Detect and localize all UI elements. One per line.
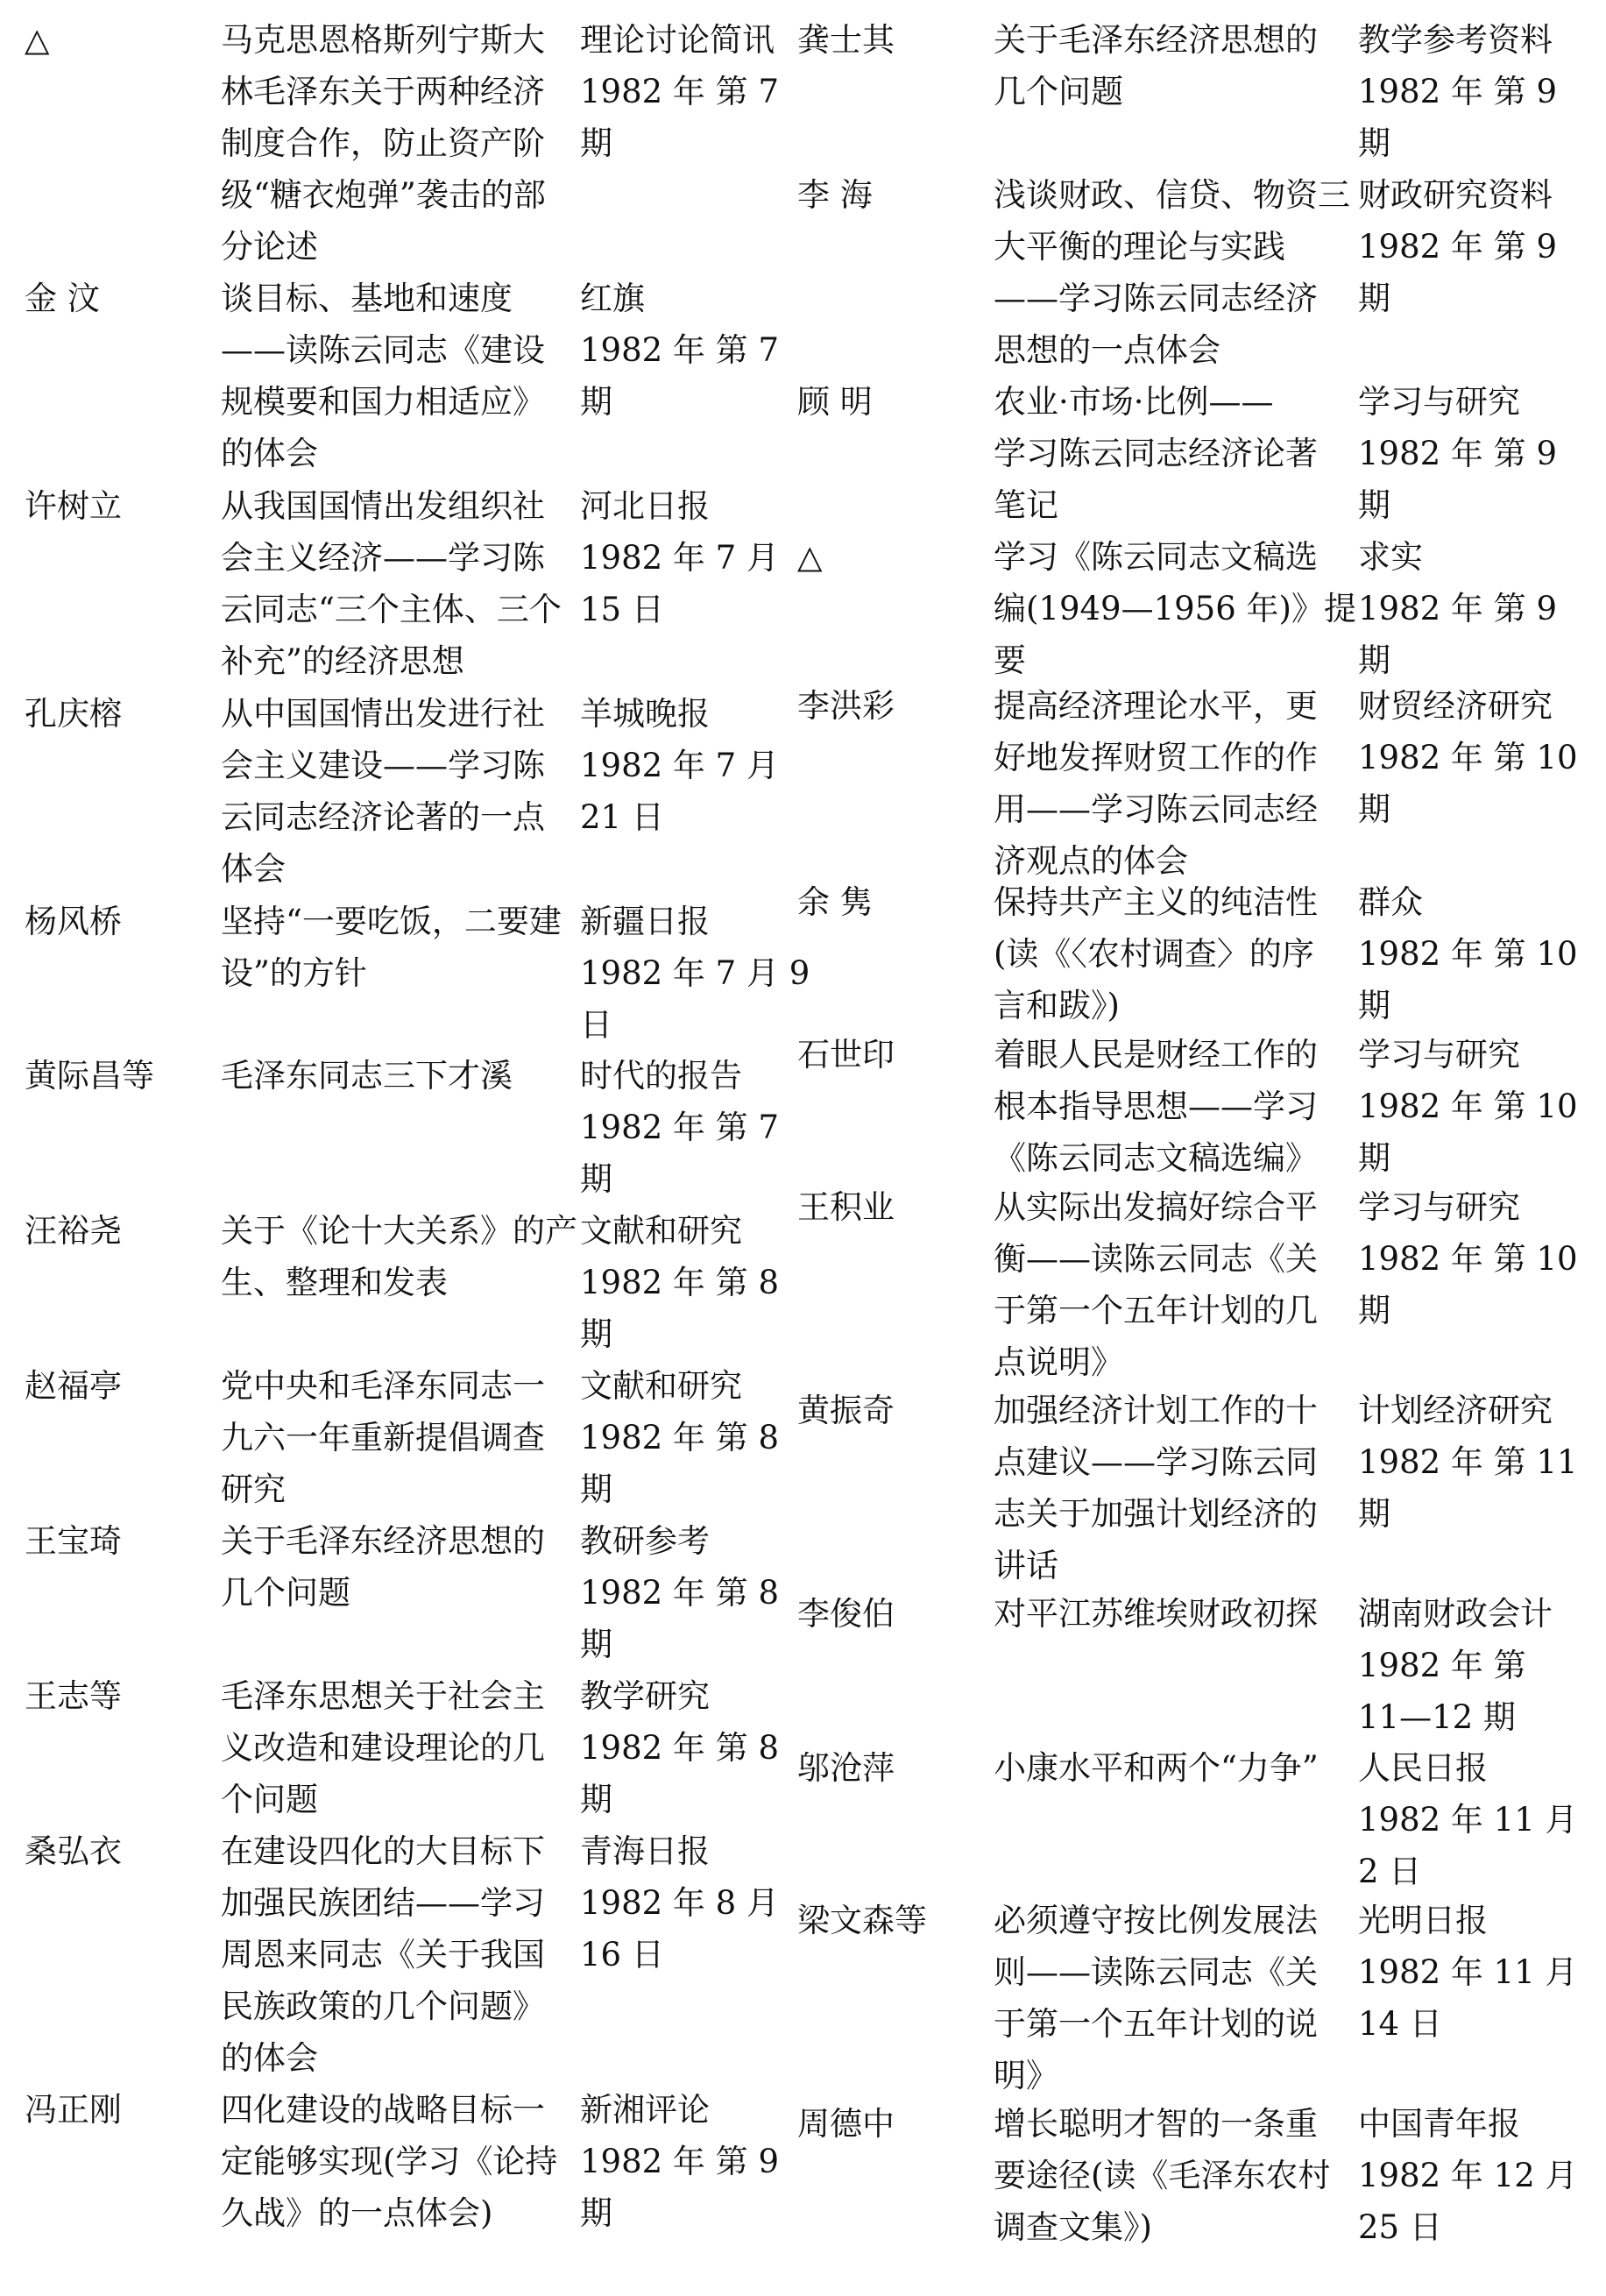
entry-title-line: 济观点的体会 (994, 842, 1188, 880)
entry-source-line: 学习与研究 (1358, 383, 1520, 421)
entry-title-line: 用——学习陈云同志经 (994, 790, 1318, 828)
entry-source (1358, 680, 1578, 835)
entry-title-line: 讲话 (994, 1547, 1058, 1584)
entry-title-line: 提高经济理论水平，更 (994, 687, 1318, 725)
entry-title-line: 四化建设的战略目标一 (221, 2091, 545, 2129)
entry-author: 余 隽 (797, 883, 873, 921)
entry-source-line: 期 (580, 1781, 612, 1818)
entry-title-line: 思想的一点体会 (994, 331, 1220, 369)
entry-source (580, 1670, 787, 1825)
entry-source (1358, 2098, 1578, 2253)
entry-title-line: 几个问题 (221, 1574, 350, 1612)
entry-title (221, 1050, 570, 1102)
entry-title-line: 加强经济计划工作的十 (994, 1392, 1318, 1429)
entry-title-line: 关于毛泽东经济思想的 (221, 1522, 545, 1560)
entry-author: 金 汶 (25, 280, 100, 317)
entry-author: 冯正刚 (25, 2091, 122, 2129)
entry-title (221, 1205, 577, 1308)
entry-source (1358, 1029, 1578, 1184)
entry-source-line: 学习与研究 (1358, 1036, 1520, 1074)
entry-source-line: 新湘评论 (580, 2091, 710, 2129)
entry-source (1358, 531, 1568, 686)
entry-source-line: 期 (580, 1626, 612, 1663)
entry-source-line: 1982 年 第 8 (580, 1729, 779, 1767)
entry-source (580, 1515, 787, 1670)
entry-source-line: 25 日 (1358, 2208, 1442, 2246)
entry-title-line: 小康水平和两个“力争” (994, 1749, 1319, 1787)
entry-title-line: 体会 (221, 850, 286, 888)
entry-author: 王宝琦 (25, 1522, 122, 1560)
entry-source-line: 期 (1358, 790, 1390, 828)
entry-title-line: 林毛泽东关于两种经济 (221, 73, 545, 110)
entry-title-line: 农业·市场·比例—— (994, 383, 1274, 421)
entry-author: 顾 明 (797, 383, 873, 421)
entry-source-line: 1982 年 11 月 (1358, 1953, 1578, 1991)
entry-author: 王志等 (25, 1677, 122, 1715)
entry-author: 龚士其 (797, 21, 895, 59)
entry-title-line: 民族政策的几个问题》 (221, 1988, 545, 2025)
entry-source-line: 2 日 (1358, 1853, 1422, 1890)
entry-source-line: 财贸经济研究 (1358, 687, 1553, 725)
entry-author: 石世印 (797, 1036, 895, 1074)
entry-source-line: 日 (580, 1006, 612, 1044)
entry-source-line: 群众 (1358, 883, 1423, 921)
entry-source-line: 期 (580, 2194, 612, 2232)
entry-source-line: 期 (1358, 486, 1390, 524)
entry-source-line: 中国青年报 (1358, 2105, 1520, 2143)
entry-title (994, 169, 1350, 376)
entry-title (994, 1029, 1342, 1184)
entry-source (580, 688, 787, 843)
entry-source-line: 期 (1358, 1292, 1390, 1329)
entry-title (994, 876, 1342, 1031)
entry-source-line: 期 (1358, 641, 1390, 679)
entry-title-line: 则——读陈云同志《关 (994, 1953, 1318, 1991)
entry-source (1358, 876, 1578, 1031)
entry-author: 孔庆榕 (25, 695, 122, 733)
entry-source-line: 1982 年 7 月 (580, 747, 779, 784)
entry-title-line: 于第一个五年计划的说 (994, 2005, 1318, 2043)
entry-title (221, 1360, 570, 1515)
entry-title-line: 分论述 (221, 228, 318, 266)
entry-title-line: 规模要和国力相适应》 (221, 383, 545, 421)
entry-source-line: 1982 年 第 10 (1358, 935, 1578, 973)
entry-source-line: 1982 年 12 月 (1358, 2157, 1578, 2194)
entry-title (221, 1515, 570, 1619)
entry-source-line: 教研参考 (580, 1522, 710, 1560)
entry-source-line: 1982 年 第 (1358, 1647, 1526, 1684)
entry-title-line: (读《〈农村调查〉的序 (994, 935, 1314, 973)
entry-source (580, 480, 787, 635)
entry-source-line: 湖南财政会计 (1358, 1595, 1553, 1633)
entry-source-line: 期 (580, 1470, 612, 1508)
entry-source-line: 求实 (1358, 538, 1423, 576)
entry-source-line: 新疆日报 (580, 903, 710, 940)
entry-title (994, 531, 1356, 686)
entry-title-line: 的体会 (221, 2039, 318, 2077)
entry-title-line: 设”的方针 (221, 954, 367, 992)
entry-source-line: 1982 年 第 7 (580, 1109, 779, 1146)
entry-title-line: 补充”的经济思想 (221, 642, 464, 680)
entry-author: 许树立 (25, 487, 122, 525)
entry-source-line: 1982 年 7 月 9 (580, 954, 810, 992)
entry-source-line: 教学研究 (580, 1677, 710, 1715)
entry-title (221, 2084, 570, 2239)
entry-author: 李洪彩 (797, 687, 895, 725)
entry-title-line: 毛泽东同志三下才溪 (221, 1057, 513, 1095)
entry-source-line: 羊城晚报 (580, 695, 710, 733)
entry-source (1358, 169, 1568, 324)
entry-source-line: 1982 年 第 8 (580, 1419, 779, 1456)
entry-source-line: 期 (580, 383, 612, 421)
entry-title (994, 1742, 1342, 1794)
entry-title-line: 从中国国情出发进行社 (221, 695, 545, 733)
entry-source-line: 财政研究资料 (1358, 176, 1553, 214)
entry-title-line: 云同志“三个主体、三个 (221, 591, 562, 628)
entry-source (580, 1360, 787, 1515)
entry-source-line: 1982 年 第 8 (580, 1574, 779, 1612)
entry-author: 李 海 (797, 176, 873, 214)
entry-author: 杨风桥 (25, 903, 122, 940)
entry-author: 桑弘衣 (25, 1832, 122, 1870)
entry-source-line: 教学参考资料 (1358, 21, 1553, 59)
entry-title-line: 生、整理和发表 (221, 1264, 448, 1301)
entry-author: △ (797, 538, 823, 576)
entry-title-line: 学习陈云同志经济论著 (994, 435, 1318, 472)
entry-source-line: 计划经济研究 (1358, 1392, 1553, 1429)
entry-title-line: 坚持“一要吃饭，二要建 (221, 903, 562, 940)
entry-title-line: 在建设四化的大目标下 (221, 1832, 545, 1870)
entry-source-line: 1982 年 第 7 (580, 331, 779, 369)
entry-title-line: 从我国国情出发组织社 (221, 487, 545, 525)
entry-title-line: 会主义建设——学习陈 (221, 747, 545, 784)
entry-source (1358, 1385, 1578, 1540)
entry-source (1358, 376, 1568, 531)
entry-source-line: 时代的报告 (580, 1057, 742, 1095)
entry-author: △ (25, 21, 50, 59)
entry-title-line: ——读陈云同志《建设 (221, 331, 545, 369)
entry-title-line: 关于《论十大关系》的产 (221, 1212, 577, 1250)
entry-source-line: 1982 年 第 7 (580, 73, 779, 110)
entry-title (994, 2098, 1342, 2253)
entry-source (1358, 1181, 1578, 1336)
entry-source (580, 1825, 787, 1981)
entry-source (1358, 1895, 1578, 2050)
entry-source-line: 1982 年 第 10 (1358, 1240, 1578, 1278)
entry-source-line: 21 日 (580, 798, 664, 836)
entry-source-line: 红旗 (580, 280, 645, 317)
entry-source-line: 期 (1358, 1495, 1390, 1533)
entry-title-line: 定能够实现(学习《论持 (221, 2143, 558, 2180)
entry-title-line: 点说明》 (994, 1343, 1123, 1381)
entry-title (221, 896, 570, 999)
entry-source-line: 期 (580, 1315, 612, 1353)
entry-title-line: 保持共产主义的纯洁性 (994, 883, 1318, 921)
entry-source-line: 1982 年 第 9 (1358, 590, 1557, 627)
entry-source-line: 1982 年 第 9 (580, 2143, 779, 2180)
entry-title-line: 要途径(读《毛泽东农村 (994, 2157, 1331, 2194)
entry-title-line: 会主义经济——学习陈 (221, 539, 545, 577)
entry-title-line: 浅谈财政、信贷、物资三 (994, 176, 1350, 214)
entry-title-line: 云同志经济论著的一点 (221, 798, 545, 836)
entry-title-line: 学习《陈云同志文稿选 (994, 538, 1318, 576)
entry-source-line: 1982 年 第 10 (1358, 1088, 1578, 1125)
entry-source-line: 1982 年 11 月 (1358, 1801, 1578, 1839)
entry-source (580, 1050, 787, 1205)
entry-source (1358, 14, 1568, 169)
entry-source-line: 期 (1358, 124, 1390, 162)
entry-title (221, 688, 570, 895)
entry-author: 汪裕尧 (25, 1212, 122, 1250)
entry-source-line: 15 日 (580, 591, 664, 628)
entry-title-line: 久战》的一点体会) (221, 2194, 493, 2232)
entry-title-line: 根本指导思想——学习 (994, 1088, 1318, 1125)
entry-source-line: 期 (1358, 280, 1390, 317)
entry-source (1358, 1588, 1568, 1743)
entry-title (994, 14, 1342, 117)
entry-title (221, 1670, 570, 1825)
entry-source-line: 青海日报 (580, 1832, 710, 1870)
entry-source-line: 文献和研究 (580, 1212, 742, 1250)
entry-author: 李俊伯 (797, 1595, 895, 1633)
entry-source-line: 文献和研究 (580, 1367, 742, 1405)
entry-title (221, 480, 570, 687)
entry-title (994, 1588, 1342, 1640)
entry-source-line: 1982 年 第 9 (1358, 73, 1557, 110)
entry-title-line: 九六一年重新提倡调查 (221, 1419, 545, 1456)
entry-source-line: 1982 年 第 8 (580, 1264, 779, 1301)
entry-title-line: 研究 (221, 1470, 286, 1508)
entry-title-line: 大平衡的理论与实践 (994, 228, 1285, 266)
entry-title (221, 1825, 570, 2084)
entry-title-line: 从实际出发搞好综合平 (994, 1188, 1318, 1226)
entry-title-line: 加强民族团结——学习 (221, 1884, 545, 1922)
entry-source (580, 273, 787, 428)
entry-title (994, 1181, 1342, 1388)
entry-title (221, 273, 570, 479)
entry-title-line: 党中央和毛泽东同志一 (221, 1367, 545, 1405)
entry-source-line: 学习与研究 (1358, 1188, 1520, 1226)
entry-title-line: 级“糖衣炮弹”袭击的部 (221, 176, 546, 214)
entry-source-line: 16 日 (580, 1936, 664, 1974)
entry-title-line: 好地发挥财贸工作的作 (994, 739, 1318, 776)
entry-source-line: 期 (1358, 1139, 1390, 1177)
entry-title-line: 着眼人民是财经工作的 (994, 1036, 1318, 1074)
entry-title-line: 于第一个五年计划的几 (994, 1292, 1318, 1329)
entry-title-line: 衡——读陈云同志《关 (994, 1240, 1318, 1278)
entry-title-line: 的体会 (221, 435, 318, 472)
entry-title-line: 笔记 (994, 486, 1058, 524)
entry-source (580, 1205, 787, 1360)
entry-title-line: 对平江苏维埃财政初探 (994, 1595, 1318, 1633)
entry-source (580, 14, 787, 169)
entry-source-line: 人民日报 (1358, 1749, 1488, 1787)
entry-title (994, 1385, 1342, 1591)
entry-source-line: 1982 年 8 月 (580, 1884, 779, 1922)
entry-title-line: 《陈云同志文稿选编》 (994, 1139, 1318, 1177)
entry-title-line: 编(1949—1956 年)》提 (994, 590, 1356, 627)
entry-title-line: 个问题 (221, 1781, 318, 1818)
entry-title-line: 毛泽东思想关于社会主 (221, 1677, 545, 1715)
entry-source (580, 896, 810, 1051)
entry-title-line: 关于毛泽东经济思想的 (994, 21, 1318, 59)
entry-source-line: 1982 年 第 9 (1358, 228, 1557, 266)
entry-title-line: 点建议——学习陈云同 (994, 1443, 1318, 1481)
entry-title-line: 增长聪明才智的一条重 (994, 2105, 1318, 2143)
entry-author: 王积业 (797, 1188, 895, 1226)
entry-title (994, 376, 1342, 531)
entry-source-line: 1982 年 7 月 (580, 539, 779, 577)
entry-title-line: 马克思恩格斯列宁斯大 (221, 21, 545, 59)
entry-title-line: 明》 (994, 2057, 1058, 2094)
entry-source (580, 2084, 787, 2239)
entry-source-line: 1982 年 第 11 (1358, 1443, 1578, 1481)
entry-title-line: 义改造和建设理论的几 (221, 1729, 545, 1767)
entry-author: 周德中 (797, 2105, 895, 2143)
entry-title-line: 志关于加强计划经济的 (994, 1495, 1318, 1533)
entry-title-line: 言和跋》) (994, 987, 1120, 1024)
entry-source-line: 期 (1358, 987, 1390, 1024)
entry-title (994, 680, 1342, 887)
entry-source-line: 1982 年 第 9 (1358, 435, 1557, 472)
entry-author: 黄振奇 (797, 1392, 895, 1429)
entry-source-line: 期 (580, 124, 612, 162)
entry-source (1358, 1742, 1578, 1897)
entry-author: 黄际昌等 (25, 1057, 154, 1095)
entry-title-line: 几个问题 (994, 73, 1123, 110)
entry-title (994, 1895, 1342, 2101)
entry-title-line: 周恩来同志《关于我国 (221, 1936, 545, 1974)
entry-author: 梁文森等 (797, 1902, 927, 1939)
entry-author: 邬沧萍 (797, 1749, 895, 1787)
entry-source-line: 河北日报 (580, 487, 710, 525)
entry-title-line: 要 (994, 641, 1026, 679)
entry-title (221, 14, 570, 273)
entry-source-line: 11—12 期 (1358, 1698, 1516, 1736)
entry-author: 赵福亭 (25, 1367, 122, 1405)
entry-source-line: 期 (580, 1160, 612, 1198)
entry-source-line: 1982 年 第 10 (1358, 739, 1578, 776)
entry-title-line: 谈目标、基地和速度 (221, 280, 513, 317)
entry-source-line: 理论讨论简讯 (580, 21, 775, 59)
entry-title-line: 必须遵守按比例发展法 (994, 1902, 1318, 1939)
entry-title-line: 制度合作，防止资产阶 (221, 124, 545, 162)
entry-title-line: ——学习陈云同志经济 (994, 280, 1318, 317)
entry-title-line: 调查文集》) (994, 2208, 1152, 2246)
entry-source-line: 光明日报 (1358, 1902, 1488, 1939)
entry-source-line: 14 日 (1358, 2005, 1442, 2043)
